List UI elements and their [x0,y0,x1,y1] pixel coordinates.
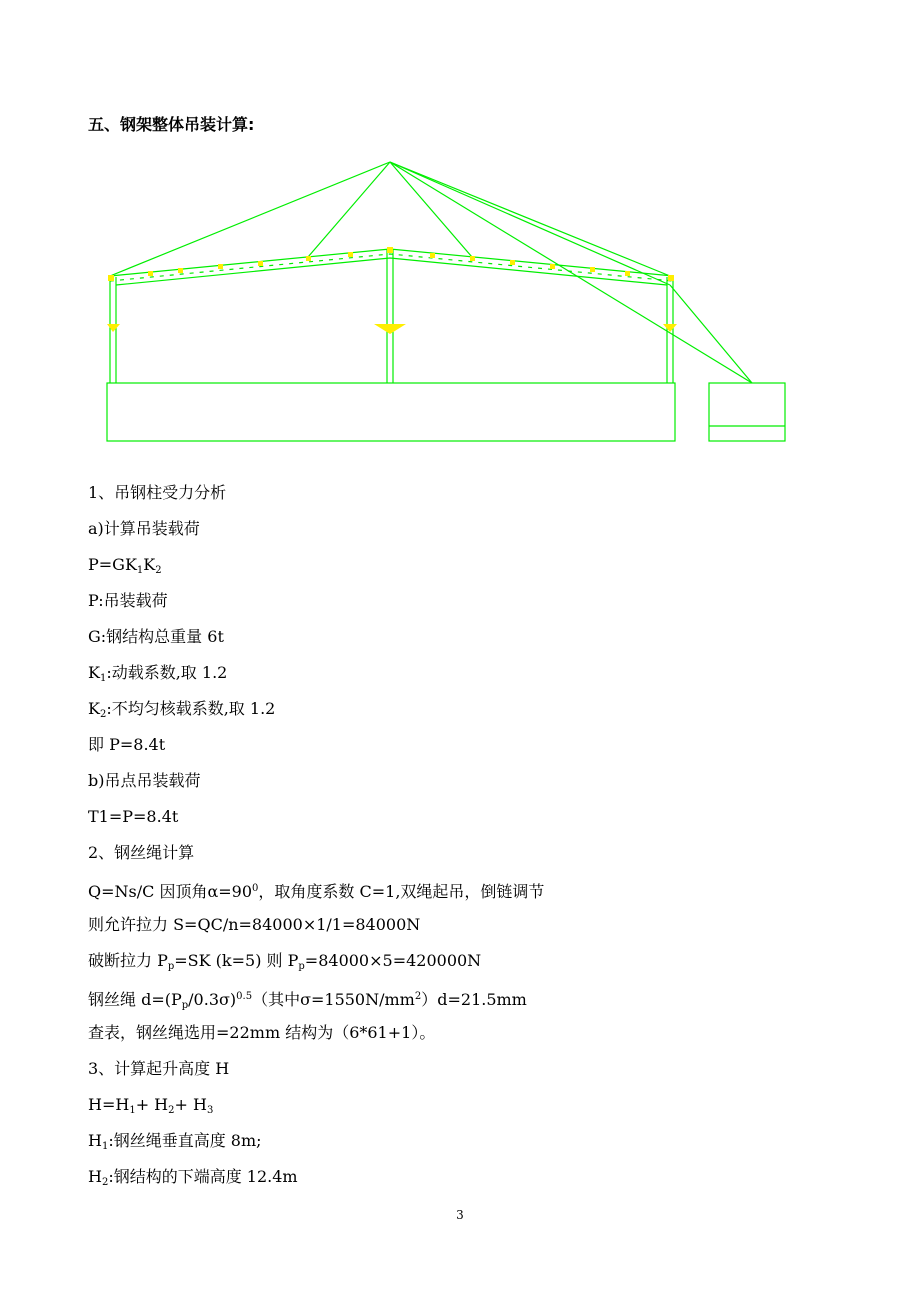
text-line: 即 P=8.4t [88,735,166,754]
text-line: T1=P=8.4t [88,807,179,826]
text-line: a)计算吊装载荷 [88,519,200,538]
sling-left [110,162,390,276]
formula-line: $H_1$:钢丝绳垂直高度 8m; [88,1131,262,1152]
guy-line-1 [390,162,752,383]
formula-line: $H_2$:钢结构的下端高度 12.4m [88,1167,298,1188]
formula-line: 钢丝绳 $d=(P_p/0.3\sigma)^{0.5}$（其中$\sigma=1550N/mm^2)d=21.5mm$ [88,990,527,1011]
text-line: 2、钢丝绳计算 [88,843,195,862]
text-line: 1、吊钢柱受力分析 [88,483,227,502]
sling-right-inner [390,162,472,257]
sling-left-inner [308,162,390,257]
text-line: G:钢结构总重量 6t [88,627,224,646]
page-number: 3 [456,1208,464,1222]
steel-frame-lifting-diagram [100,150,800,450]
sling-right [390,162,670,276]
foundation-base [107,383,675,441]
section-heading: 五、钢架整体吊装计算: [88,115,255,134]
formula-line: Q=Ns/C 因顶角$\alpha=90^0$，取角度系数 C=1,双绳起吊，倒链调节 [88,882,545,901]
winch-box [709,383,785,441]
roof-beam-top [110,249,673,276]
formula-line: 破断拉力 $P_p=SK$ (k=5) 则 $P_p=84000\times 5=420000N$ [88,951,482,972]
formula-line: $K_2$:不均匀核载系数,取 1.2 [88,699,276,720]
formula-line: $H=H_1+ H_2+ H_3$ [88,1095,214,1116]
formula-line: $K_1$:动载系数,取 1.2 [88,663,228,684]
text-line: 查表，钢丝绳选用=22mm 结构为（6*61+1）。 [88,1023,436,1042]
formula-line: $P=GK_1K_2$ [88,555,162,576]
text-line: P:吊装载荷 [88,591,168,610]
text-line: 则允许拉力 S=QC/n=84000×1/1=84000N [88,915,421,934]
guy-line-2 [390,162,670,285]
text-line: b)吊点吊装载荷 [88,771,201,790]
text-line: 3、计算起升高度 H [88,1059,230,1078]
